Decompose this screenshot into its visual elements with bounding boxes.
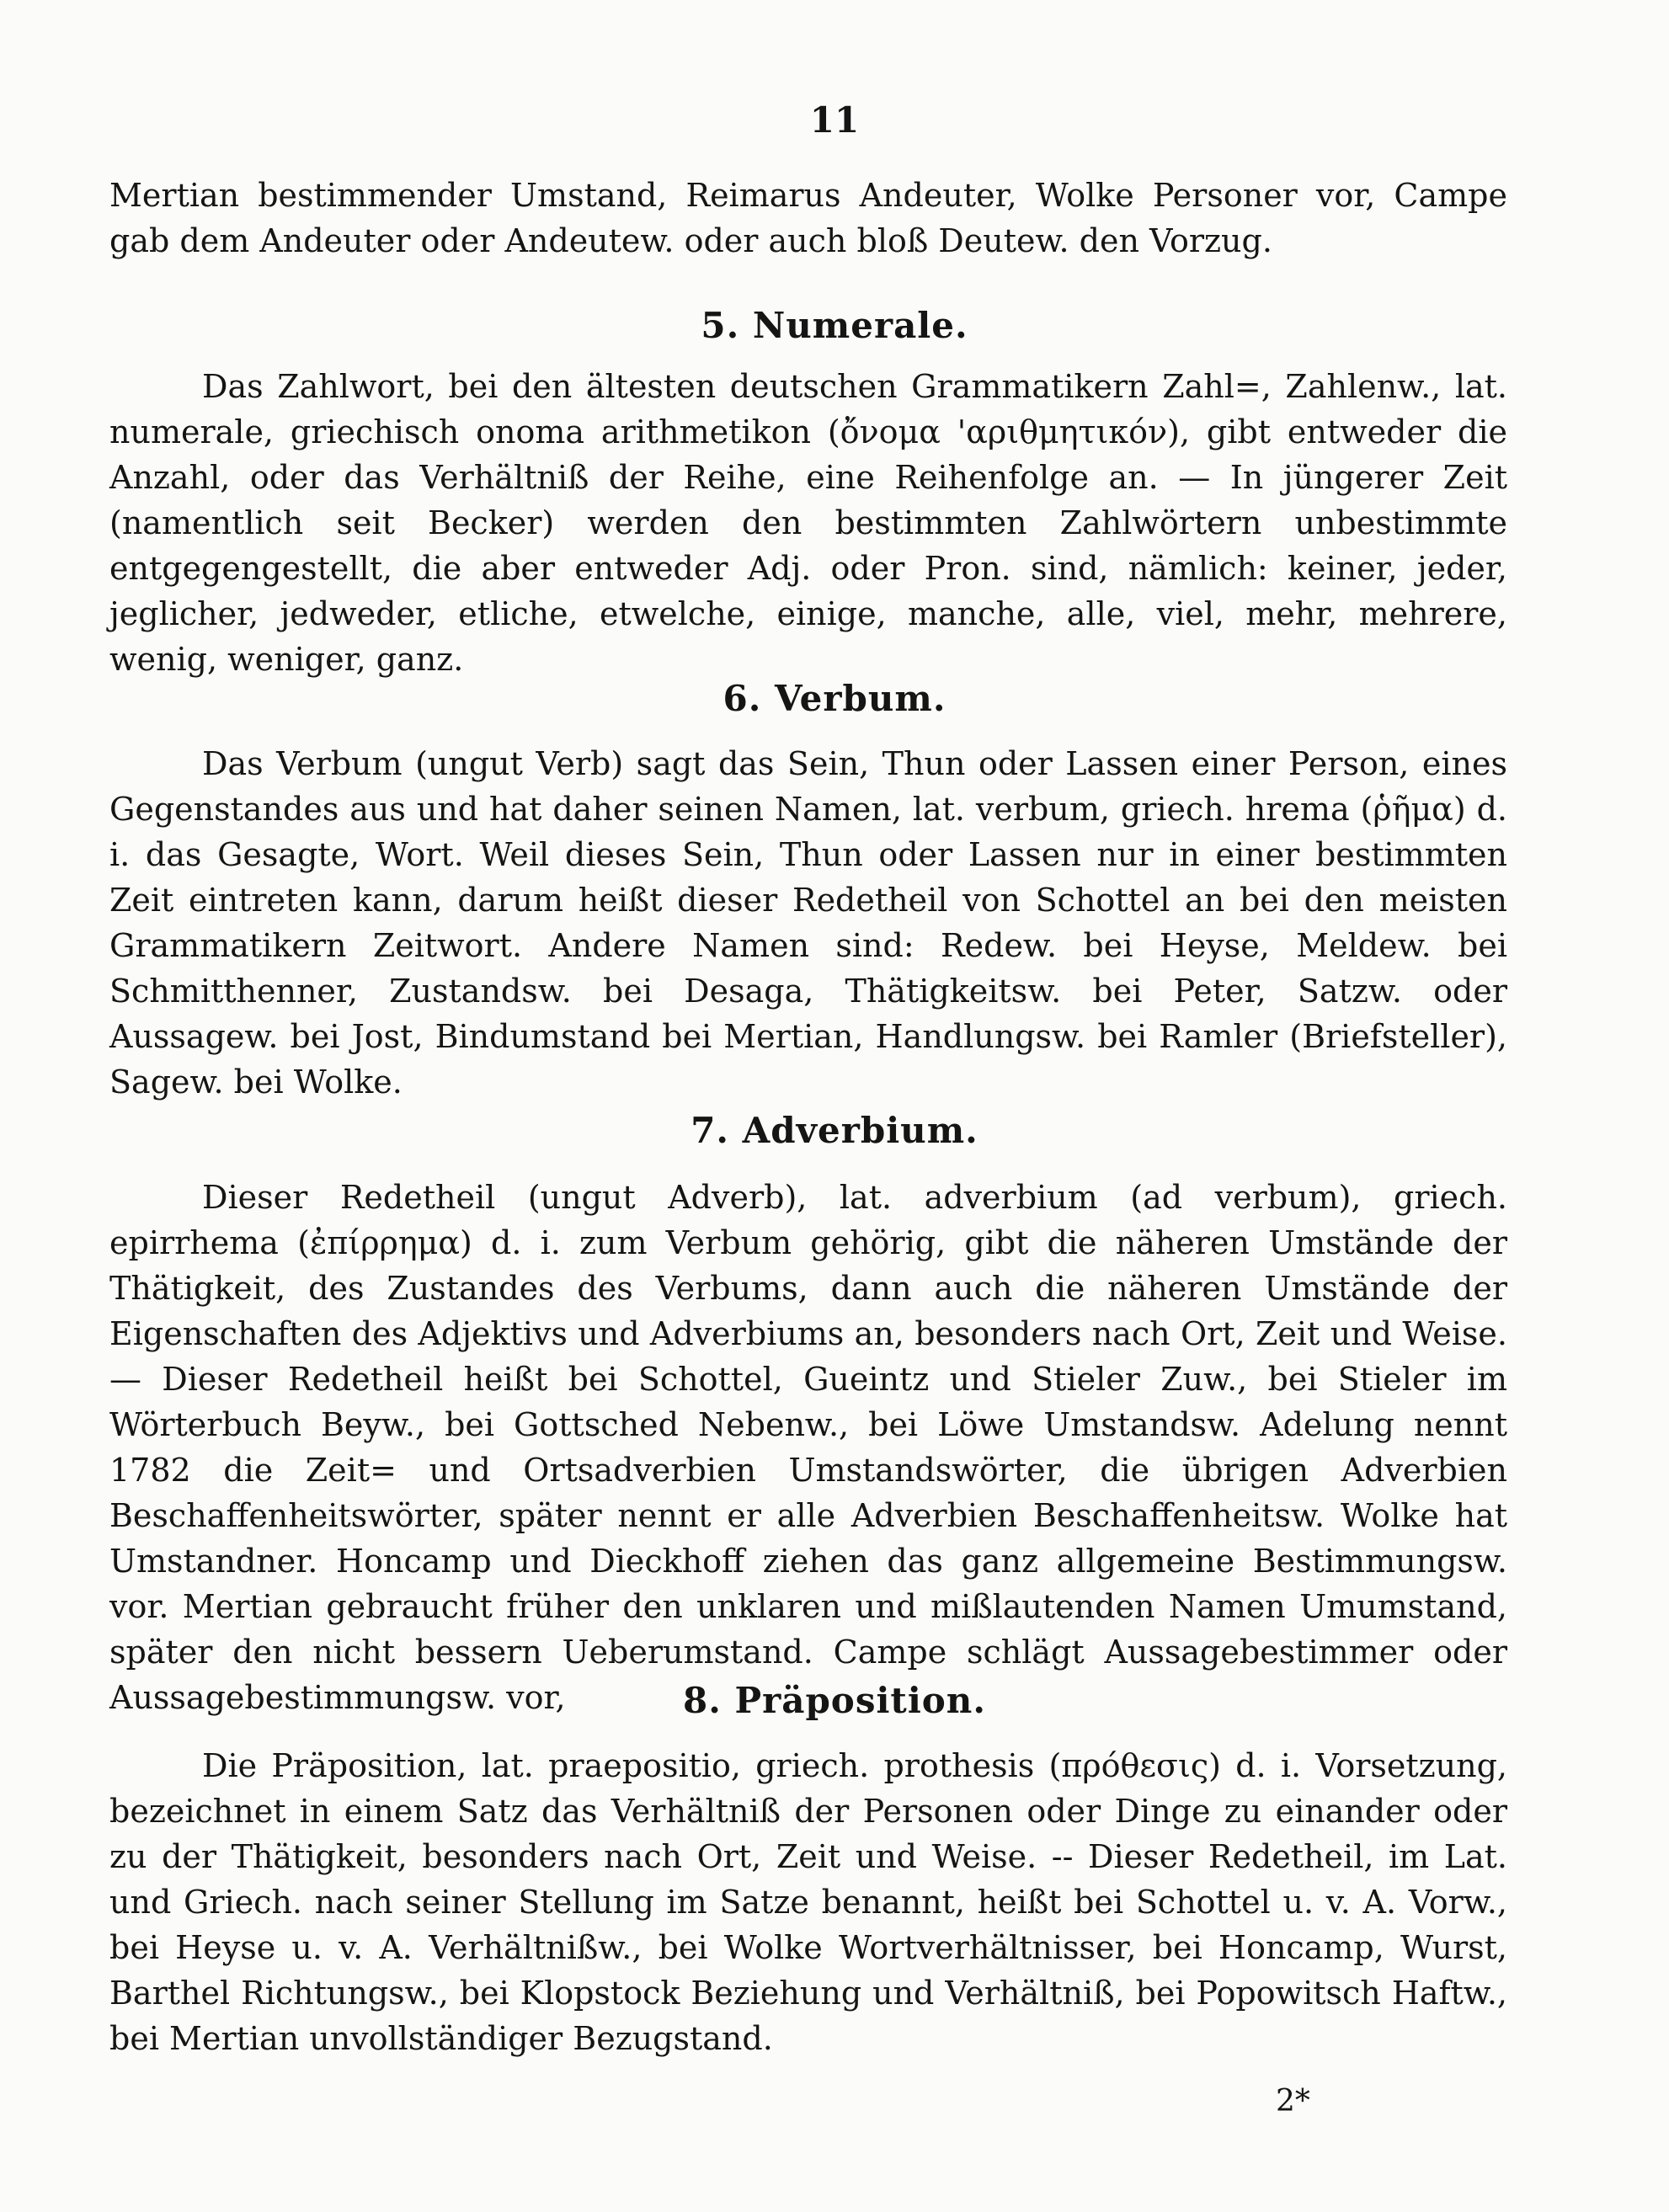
section-paragraph-adverbium: Dieser Redetheil (ungut Adverb), lat. adverbium (ad verbum), griech. epirrhema (ἐπίρρημα) d. i. zum Verbum gehörig, gibt die näheren Umstände der Thätigkeit, des Zustandes des Verbums, dann auch die näheren Umstände der Eigenschaften des Adjektivs und Adverbiums an, besonders nach Ort, Zeit und Weise. — Dieser Redetheil heißt bei Schottel, Gueintz und Stieler Zuw., bei Stieler im Wörterbuch Beyw., bei Gottsched Nebenw., bei Löwe Umstandsw. Adelung nennt 1782 die Zeit= und Ortsadverbien Umstandswörter, die übrigen Adverbien Beschaffenheitswörter, später nennt er alle Adverbien Beschaffenheitsw. Wolke hat Umstandner. Honcamp und Dieckhoff ziehen das ganz allgemeine Bestimmungsw. vor. Mertian gebraucht früher den unklaren und mißlautenden Namen Umumstand, später den nicht bessern Ueberumstand. Campe schlägt Aussagebestimmer oder Aussagebestimmungsw. vor,	[109, 1179, 1507, 1716]
section-heading-praeposition: 8. Präposition.	[683, 1680, 986, 1721]
section-heading-adverbium: 7. Adverbium.	[691, 1110, 978, 1151]
section-numerale	[109, 364, 1507, 682]
section-verbum	[109, 741, 1507, 1105]
section-heading-numerale: 5. Numerale.	[701, 305, 968, 346]
section-paragraph-numerale: Das Zahlwort, bei den ältesten deutschen Grammatikern Zahl=, Zahlenw., lat. numerale, griechisch onoma arithmetikon (ὄνομα 'αριθμητικόν), gibt entweder die Anzahl, oder das Verhältniß der Reihe, eine Reihenfolge an. — In jüngerer Zeit (namentlich seit Becker) werden den bestimmten Zahlwörtern unbestimmte entgegengestellt, die aber entweder Adj. oder Pron. sind, nämlich: keiner, jeder, jeglicher, jedweder, etliche, etwelche, einige, manche, alle, viel, mehr, mehrere, wenig, weniger, ganz.	[109, 368, 1507, 678]
section-paragraph-verbum: Das Verbum (ungut Verb) sagt das Sein, Thun oder Lassen einer Person, eines Gegenstandes aus und hat daher seinen Namen, lat. verbum, griech. hrema (ῥῆμα) d. i. das Gesagte, Wort. Weil dieses Sein, Thun oder Lassen nur in einer bestimmten Zeit eintreten kann, darum heißt dieser Redetheil von Schottel an bei den meisten Grammatikern Zeitwort. Andere Namen sind: Redew. bei Heyse, Meldew. bei Schmitthenner, Zustandsw. bei Desaga, Thätigkeitsw. bei Peter, Satzw. oder Aussagew. bei Jost, Bindumstand bei Mertian, Handlungsw. bei Ramler (Briefsteller), Sagew. bei Wolke.	[109, 745, 1507, 1101]
section-paragraph-praeposition: Die Präposition, lat. praepositio, griech. prothesis (πρόθεσις) d. i. Vorsetzung, bezeichnet in einem Satz das Verhältniß der Personen oder Dinge zu einander oder zu der Thätigkeit, besonders nach Ort, Zeit und Weise. -- Dieser Redetheil, im Lat. und Griech. nach seiner Stellung im Satze benannt, heißt bei Schottel u. v. A. Vorw., bei Heyse u. v. A. Verhältnißw., bei Wolke Wortverhältnisser, bei Honcamp, Wurst, Barthel Richtungsw., bei Klopstock Beziehung und Verhältniß, bei Popowitsch Haftw., bei Mertian unvollständiger Bezugstand.	[109, 1747, 1507, 2057]
page-number: 11	[809, 99, 860, 141]
intro-paragraph-block	[109, 173, 1507, 264]
section-praeposition	[109, 1743, 1507, 2061]
section-heading-verbum: 6. Verbum.	[723, 678, 946, 719]
section-adverbium	[109, 1175, 1507, 1720]
signature-mark: 2*	[1276, 2084, 1310, 2119]
intro-paragraph: Mertian bestimmender Umstand, Reimarus Andeuter, Wolke Personer vor, Campe gab dem Andeuter oder Andeutew. oder auch bloß Deutew. den Vorzug.	[109, 177, 1507, 259]
